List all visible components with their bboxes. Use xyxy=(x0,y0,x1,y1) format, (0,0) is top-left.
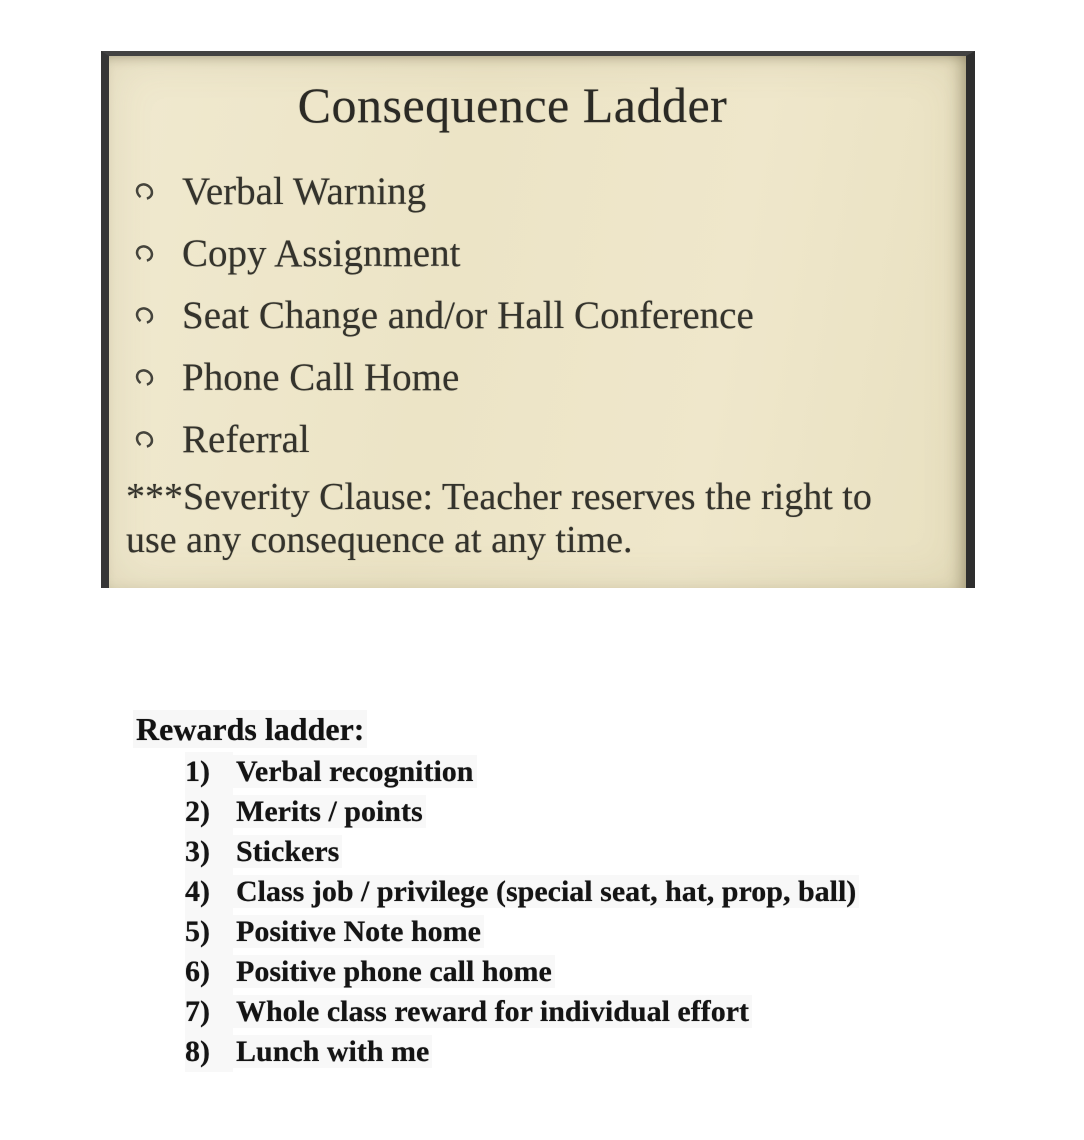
severity-clause-line: use any consequence at any time. xyxy=(126,519,633,561)
open-circle-bullet-icon xyxy=(135,429,154,450)
open-circle-bullet-icon xyxy=(135,367,154,388)
consequence-slide xyxy=(101,51,975,588)
consequence-item-label: Referral xyxy=(182,417,310,461)
reward-item-label: Merits / points xyxy=(233,795,426,828)
open-circle-bullet-icon xyxy=(135,243,154,264)
reward-item xyxy=(133,792,859,832)
consequence-item xyxy=(135,222,966,284)
rewards-heading: Rewards ladder: xyxy=(133,710,367,748)
reward-item-number: 8) xyxy=(185,1032,233,1072)
consequence-item xyxy=(135,346,966,408)
reward-item xyxy=(133,872,859,912)
reward-item-label: Class job / privilege (special seat, hat, prop, ball) xyxy=(233,875,859,908)
open-circle-bullet-icon xyxy=(135,181,154,202)
consequence-item-label: Copy Assignment xyxy=(182,231,461,275)
reward-item-number: 6) xyxy=(185,952,233,992)
reward-item-number: 1) xyxy=(185,752,233,792)
reward-item-number: 3) xyxy=(185,832,233,872)
consequence-item-label: Seat Change and/or Hall Conference xyxy=(182,293,754,337)
reward-item-label: Whole class reward for individual effort xyxy=(233,995,752,1028)
reward-item-number: 4) xyxy=(185,872,233,912)
reward-item xyxy=(133,752,859,792)
reward-item-label: Positive phone call home xyxy=(233,955,555,988)
reward-item-number: 5) xyxy=(185,912,233,952)
reward-item-number: 7) xyxy=(185,992,233,1032)
consequence-item-label: Phone Call Home xyxy=(182,355,460,399)
reward-item xyxy=(133,992,859,1032)
reward-item-label: Stickers xyxy=(233,835,342,868)
severity-clause xyxy=(126,476,948,562)
reward-item-label: Lunch with me xyxy=(233,1035,432,1068)
reward-item-number: 2) xyxy=(185,792,233,832)
reward-item xyxy=(133,952,859,992)
reward-item-label: Verbal recognition xyxy=(233,755,477,788)
slide-title: Consequence Ladder xyxy=(297,77,728,133)
consequence-item xyxy=(135,284,966,346)
consequence-item-label: Verbal Warning xyxy=(182,169,427,213)
reward-item-label: Positive Note home xyxy=(233,915,484,948)
open-circle-bullet-icon xyxy=(135,305,154,326)
consequence-item xyxy=(135,160,966,222)
reward-item xyxy=(133,1032,859,1072)
rewards-list xyxy=(133,752,859,1072)
reward-item xyxy=(133,912,859,952)
consequence-list xyxy=(109,160,966,470)
consequence-item xyxy=(135,408,966,470)
rewards-section xyxy=(133,710,859,1072)
severity-clause-line: ***Severity Clause: Teacher reserves the right to xyxy=(126,476,872,518)
reward-item xyxy=(133,832,859,872)
